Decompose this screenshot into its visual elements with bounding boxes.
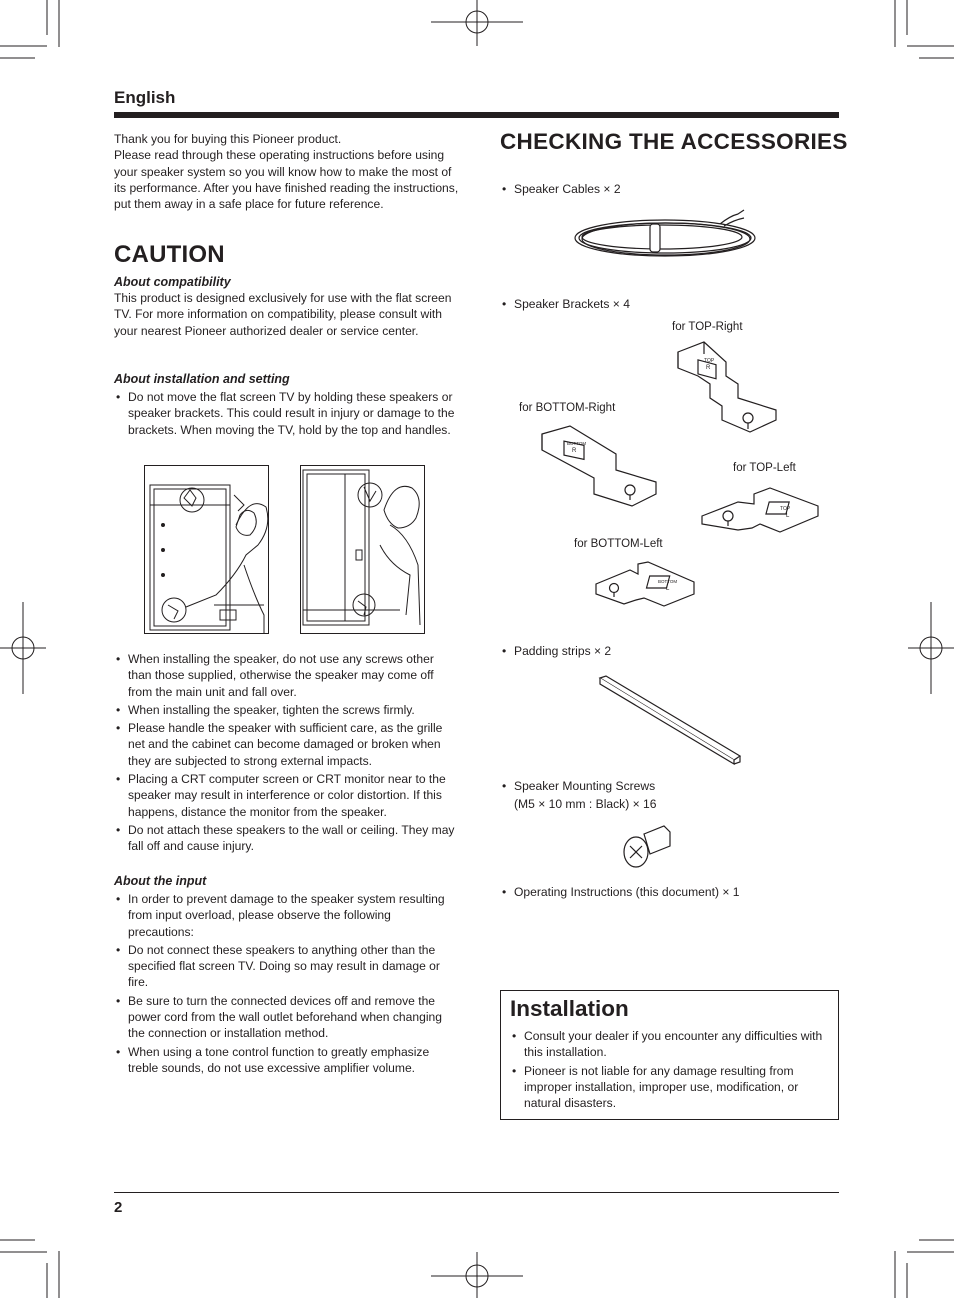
header-rule — [114, 112, 839, 118]
tag-l: L — [786, 513, 790, 519]
accessory-instructions: • Operating Instructions (this document) × 1 — [501, 883, 740, 901]
accessories-title: CHECKING THE ACCESSORIES — [500, 129, 848, 154]
list-item: • Do not connect these speakers to anything other than the specified flat screen TV. Doing so may result in damage or fire. — [114, 942, 459, 991]
intro-line-1: Thank you for buying this Pioneer product. — [114, 132, 342, 146]
tag-top: TOP — [704, 358, 715, 364]
bracket-top-right — [676, 340, 782, 436]
list-item: • When installing the speaker, do not use any screws other than those supplied, otherwise the speaker may come off from the main unit and fall over. — [114, 651, 459, 700]
accessory-screws — [501, 777, 657, 813]
installation-bullets-a — [114, 389, 459, 440]
input-bullets — [114, 891, 459, 1078]
list-item: • Pioneer is not liable for any damage resulting from improper installation, improper use, modification, or natural disasters. — [510, 1063, 825, 1112]
illustration-carry-front — [300, 465, 426, 635]
list-item: • When installing the speaker, tighten the screws firmly. — [114, 702, 459, 718]
tag-bottom-2: BOTTOM — [658, 579, 678, 584]
installation-bullets-b — [114, 651, 459, 857]
label-top-right: for TOP-Right — [672, 321, 743, 333]
list-item: • Placing a CRT computer screen or CRT monitor near to the speaker may result in interference or color distortion. If this happens, distance the monitor from the speaker. — [114, 771, 459, 820]
compatibility-heading: About compatibility — [114, 275, 231, 289]
list-item: • Please handle the speaker with sufficient care, as the grille net and the cabinet can become damaged or broken when they are subjected to strong external impacts. — [114, 720, 459, 769]
label-top-left: for TOP-Left — [733, 462, 796, 474]
padding-strip-drawing — [596, 674, 744, 766]
list-item: • In order to prevent damage to the speaker system resulting from input overload, please observe the following precautions: — [114, 891, 459, 940]
list-item: • Consult your dealer if you encounter any difficulties with this installation. — [510, 1028, 825, 1061]
caution-title: CAUTION — [114, 241, 225, 268]
tag-r-2: R — [572, 448, 577, 454]
label-bottom-right: for BOTTOM-Right — [519, 402, 616, 414]
intro-line-2: Please read through these operating instructions before using your speaker system so you will know how to make the most of its performance. After you have finished reading the instructions, put them away in a safe place for future reference. — [114, 148, 459, 212]
accessory-brackets: • Speaker Brackets × 4 — [501, 295, 630, 313]
installation-notes — [510, 1028, 825, 1113]
list-item: • Be sure to turn the connected devices off and remove the power cord from the wall outlet beforehand when changing the connection or installation method. — [114, 993, 459, 1042]
registration-mark-top — [431, 0, 523, 46]
language-header: English — [114, 88, 176, 107]
list-item: • Do not move the flat screen TV by holding these speakers or speaker brackets. This could result in injury or damage to the brackets. When moving the TV, hold by the top and handles. — [114, 389, 459, 438]
bracket-bottom-right — [540, 424, 660, 510]
speaker-cable-drawing — [570, 208, 760, 264]
page-number: 2 — [114, 1199, 123, 1216]
label-bottom-left: for BOTTOM-Left — [574, 538, 663, 550]
input-heading: About the input — [114, 874, 207, 888]
registration-mark-right — [908, 602, 954, 694]
list-item: • Do not attach these speakers to the wall or ceiling. They may fall off and cause injury. — [114, 822, 459, 855]
tag-top-2: TOP — [780, 506, 791, 512]
registration-mark-bottom — [431, 1252, 523, 1298]
accessory-cables: • Speaker Cables × 2 — [501, 180, 621, 198]
footer-rule — [114, 1192, 839, 1193]
installation-heading: About installation and setting — [114, 372, 290, 386]
tag-bottom: BOTTOM — [567, 441, 587, 446]
installation-title: Installation — [510, 996, 629, 1021]
tag-l-2: L — [666, 586, 670, 592]
compatibility-text: This product is designed exclusively for use with the flat screen TV. For more information on compatibility, please consult with your nearest Pioneer authorized dealer or service center. — [114, 291, 452, 338]
tag-r: R — [706, 365, 711, 371]
registration-mark-left — [0, 602, 46, 694]
bracket-top-left — [700, 484, 822, 536]
screw-drawing — [620, 824, 672, 870]
list-item: • When using a tone control function to greatly emphasize treble sounds, do not use excessive amplifier volume. — [114, 1044, 459, 1077]
installation-box — [500, 990, 839, 1120]
accessory-padding: • Padding strips × 2 — [501, 642, 611, 660]
bracket-bottom-left — [594, 560, 698, 610]
screws-line-1: • Speaker Mounting Screws — [514, 779, 656, 793]
screws-line-2: (M5 × 10 mm : Black) × 16 — [514, 797, 657, 811]
intro-text — [114, 131, 459, 212]
illustration-carry-side — [144, 465, 270, 635]
